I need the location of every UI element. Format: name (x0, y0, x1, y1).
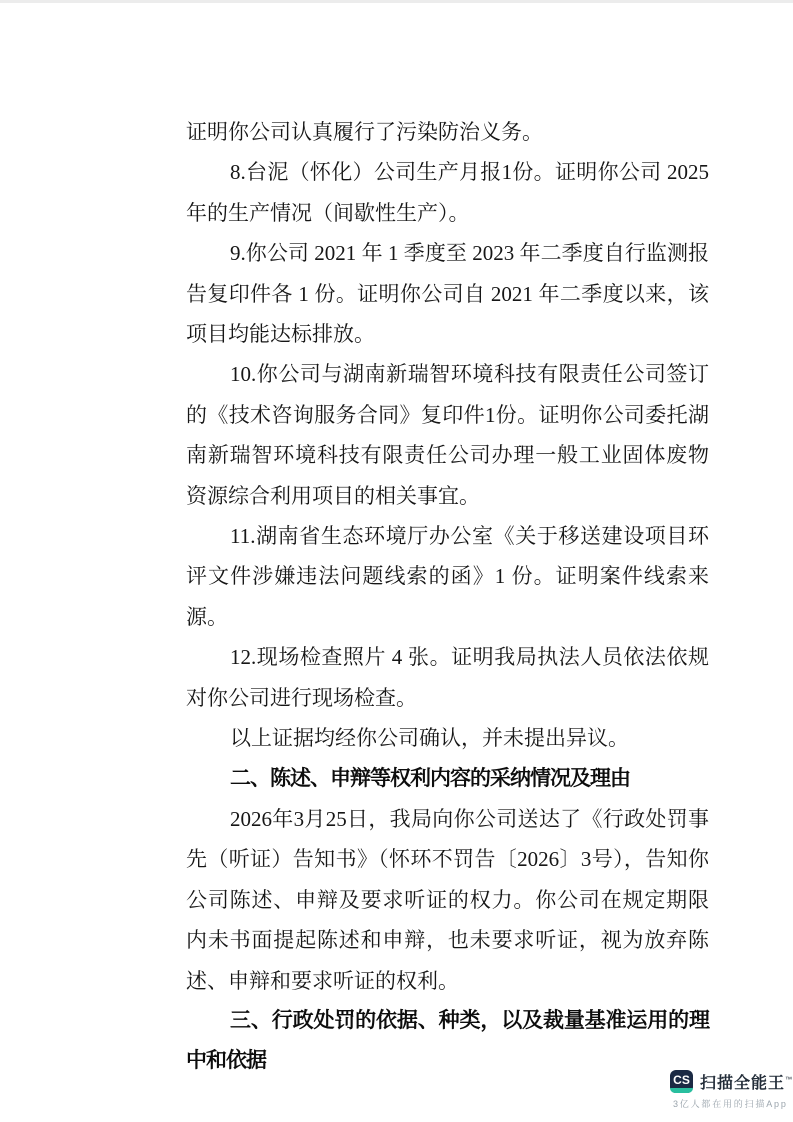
camscanner-logo-letters: CS (673, 1072, 690, 1087)
camscanner-watermark (670, 1070, 793, 1110)
document-body (186, 112, 709, 1082)
paragraph: 2026年3月25日，我局向你公司送达了《行政处罚事先（听证）告知书》（怀环不罚告〔2026〕3号），告知你公司陈述、申辩及要求听证的权力。你公司在规定期限内未书面提起陈述和申辩，也未要求听证，视为放弃陈述、申辩和要求听证的权利。 (186, 806, 709, 993)
paragraph: 10.你公司与湖南新瑞智环境科技有限责任公司签订的《技术咨询服务合同》复印件1份。证明你公司委托湖南新瑞智环境科技有限责任公司办理一般工业固体废物资源综合利用项目的相关事宜。 (186, 362, 709, 508)
paragraph: 以上证据均经你公司确认，并未提出异议。 (230, 726, 629, 751)
section-heading: 二、陈述、申辩等权利内容的采纳情况及理由 (230, 766, 630, 790)
camscanner-tagline: 3亿人都在用的扫描App (673, 1099, 788, 1109)
trademark-symbol: ™ (785, 1076, 793, 1084)
section-heading: 三、行政处罚的依据、种类，以及裁量基准运用的理中和依据 (186, 1008, 709, 1073)
camscanner-brand-name (700, 1070, 793, 1093)
camscanner-brand-row (670, 1070, 793, 1093)
paragraph: 证明你公司认真履行了污染防治义务。 (186, 120, 543, 144)
camscanner-logo-icon (670, 1070, 693, 1093)
paragraph: 9.你公司 2021 年 1 季度至 2023 年二季度自行监测报告复印件各 1 份。证明你公司自 2021 年二季度以来，该项目均能达标排放。 (186, 241, 709, 347)
paragraph: 8.台泥（怀化）公司生产月报1份。证明你公司 2025 年的生产情况（间歇性生产）。 (186, 160, 709, 225)
camscanner-logo-accent-bar (670, 1088, 693, 1093)
paragraph: 12.现场检查照片 4 张。证明我局执法人员依法依规对你公司进行现场检查。 (186, 645, 709, 710)
scan-edge-artifact (0, 0, 793, 3)
camscanner-brand-text: 扫描全能王 (700, 1075, 786, 1092)
paragraph: 11.湖南省生态环境厅办公室《关于移送建设项目环评文件涉嫌违法问题线索的函》1 份。证明案件线索来源。 (186, 524, 709, 629)
